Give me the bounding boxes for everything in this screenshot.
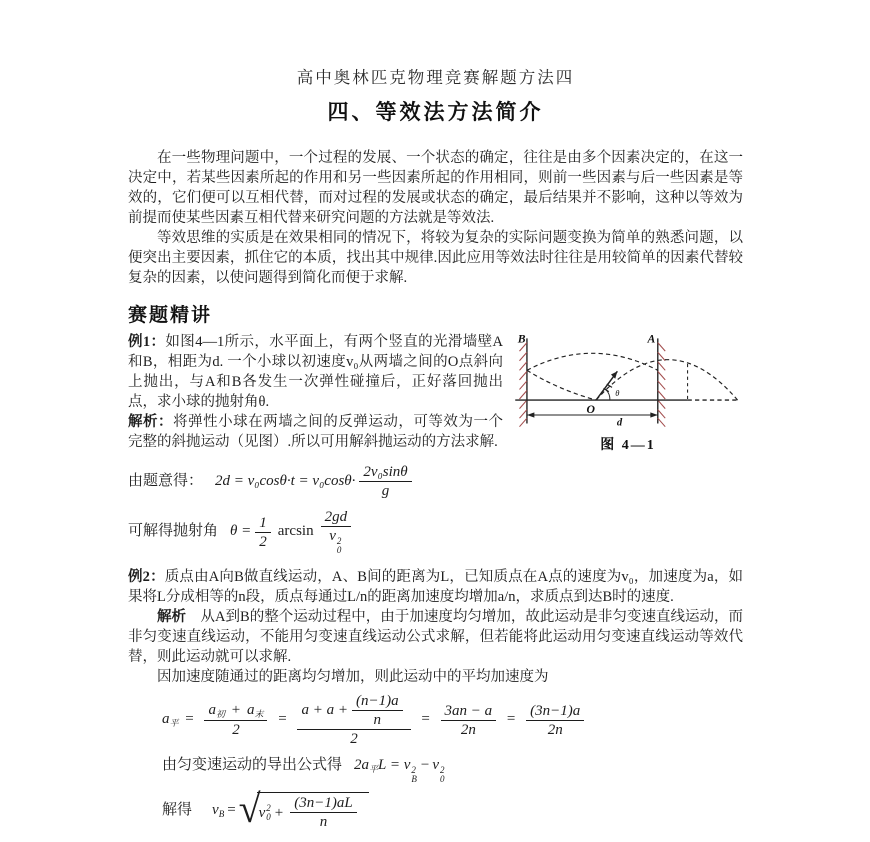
equation-result-lead: 解得 — [162, 802, 193, 819]
label-distance: d — [616, 417, 623, 429]
equation-angle — [128, 509, 743, 555]
arcsin-function: arcsin — [277, 523, 314, 540]
example-2-solution-label: 解析 — [157, 609, 187, 625]
nested-fraction — [352, 693, 403, 728]
equation-range-body: 2d = v₀cosθ·t = v₀cosθ· — [215, 472, 356, 489]
denominator: 2 — [259, 533, 267, 550]
wall-b-hatching — [519, 343, 526, 427]
example-2-solution-p1 — [128, 607, 743, 667]
figure-4-1 — [513, 332, 743, 456]
equation-range — [128, 464, 743, 499]
figure-4-1-diagram — [513, 332, 743, 432]
subscript: B — [411, 774, 417, 784]
numerator: 2gd — [321, 509, 352, 527]
velocity-base: v — [329, 528, 336, 544]
L-equals-v: L = v — [378, 757, 411, 773]
denominator: n — [319, 814, 328, 830]
example-2-label: 例2： — [128, 569, 165, 585]
a-avg-base: a — [162, 711, 170, 728]
document-title: 高中奥林匹克物理竞赛解题方法四 — [296, 68, 575, 87]
example-2-solution-text: 从A到B的整个运动过程中，由于加速度均匀增加，故此运动是非匀变速直线运动，而非匀变速直线运动，不能用匀变速直线运动公式求解，但若能将此运动用匀变速直线运动等效代替，则此运动就可以求解. — [128, 609, 744, 665]
descent-path — [527, 370, 596, 400]
dimension-arrowhead-left — [527, 412, 534, 417]
example-2-problem-text: 质点由A向B做直线运动，A、B间的距离为L，已知质点在A点的速度为v₀，加速度为a，如果将L分成相等的n段，质点每通过L/n的距离加速度均增加a/n，求质点到达B时的速度. — [128, 569, 744, 605]
numerator: (n−1)a — [352, 693, 403, 711]
example-2-problem — [128, 567, 743, 607]
intro-paragraph-1: 在一些物理问题中，一个过程的发展、一个状态的确定，往往是由多个因素决定的，在这一决定中，若某些因素所起的作用和另一些因素所起的作用相同，则前一些因素与后一些因素是等效的，它们便可以互相代替，而对过程的发展或状态的确定，最后结果并不影响，这种以等效为前提而使某些因素互相代替来研究问题的方法就是等效法. — [128, 150, 743, 226]
fraction-simplified — [441, 703, 497, 738]
equation-range-math — [215, 464, 416, 499]
v0-base: v — [258, 804, 266, 821]
a-initial-base: a — [208, 702, 216, 718]
bounce-arc — [527, 353, 658, 370]
equation-angle-math — [230, 509, 355, 555]
label-wall-b: B — [517, 332, 526, 346]
denominator: g — [381, 483, 390, 499]
label-origin: O — [586, 402, 595, 416]
denominator: 2 — [350, 731, 358, 747]
denominator: 2n — [460, 721, 476, 738]
equation-derived-lead: 由匀变速运动的导出公式得 — [162, 757, 343, 773]
document-subtitle: 四、等效法方法简介 — [327, 100, 544, 124]
minus: − — [420, 757, 430, 773]
numerator: 3an − a — [441, 703, 497, 721]
a-final-subscript: 末 — [254, 709, 264, 719]
dimension-arrowhead-right — [650, 412, 657, 417]
subscript: 0 — [336, 545, 342, 555]
superscript: 2 — [336, 536, 342, 546]
example-2-solution-p2: 因加速度随通过的距离均匀增加，则此运动中的平均加速度为 — [157, 669, 549, 685]
equation-angle-lhs: θ = — [230, 523, 252, 540]
numerator: 1 — [255, 515, 271, 533]
vB-sub-sup-stack — [411, 766, 417, 784]
equals: = — [185, 711, 194, 728]
a-avg-subscript: 平 — [169, 718, 179, 729]
example-1-solution-text: 将弹性小球在两墙之间的反弹运动，可等效为一个完整的斜抛运动（见图）.所以可用解斜抛运动的方法求解. — [128, 414, 503, 450]
numerator: 2v₀sinθ — [359, 464, 411, 482]
label-wall-a: A — [647, 332, 656, 346]
equals: = — [227, 802, 236, 819]
fraction-expanded — [297, 693, 410, 747]
sub-sup-stack — [337, 537, 342, 555]
plus: + — [231, 702, 241, 718]
vB-subscript: B — [218, 809, 225, 820]
equation-derived-math — [354, 757, 446, 784]
denominator: n — [373, 712, 382, 728]
fraction-initial-final — [204, 702, 267, 738]
superscript: 2 — [266, 802, 271, 813]
example-2 — [128, 567, 743, 830]
equation-result — [162, 786, 743, 831]
label-angle: θ — [615, 387, 620, 398]
intro-paragraph-2: 等效思维的实质是在效果相同的情况下，将较为复杂的实际问题变换为简单的熟悉问题，以便突出主要因素，抓住它的本质，找出其中规律.因此应用等效法时往往是用较简单的因素代替较复杂的因素，以使问题得到简化而便于求解. — [128, 230, 743, 286]
square-root — [238, 786, 369, 831]
fraction — [359, 464, 411, 499]
v0-base: v — [432, 757, 440, 773]
equation-average-math — [162, 693, 588, 747]
figure-caption: 图 4—1 — [600, 438, 656, 453]
equation-average-acceleration — [162, 693, 743, 747]
numerator — [297, 693, 410, 730]
denominator — [329, 527, 342, 555]
v0-sub-sup-stack — [266, 804, 271, 822]
fraction-under-root — [290, 795, 356, 830]
superscript: 2 — [411, 765, 416, 775]
fraction-arcsin-arg — [321, 509, 352, 555]
avg-subscript: 平 — [369, 764, 379, 774]
a-final-base: a — [246, 702, 255, 718]
numerator — [204, 702, 267, 721]
example-1 — [128, 332, 743, 555]
equals: = — [278, 711, 287, 728]
subscript: 0 — [440, 774, 445, 784]
numerator: (3n−1)a — [526, 703, 584, 721]
subscript: 0 — [266, 811, 271, 822]
fraction-half — [255, 515, 271, 550]
a-initial-subscript: 初 — [215, 709, 225, 719]
radical-sign: √ — [238, 786, 261, 831]
example-1-problem-text: 如图4—1所示，水平面上，有两个竖直的光滑墙壁A和B，相距为d. 一个小球以初速度v₀从两墙之间的O点斜向上抛出，与A和B各发生一次弹性碰撞后，正好落回抛出点，求小球的抛射角θ. — [128, 334, 503, 410]
fraction-final — [526, 703, 584, 738]
denominator: 2n — [547, 721, 563, 738]
denominator: 2 — [232, 722, 240, 738]
equation-derived-formula — [162, 755, 743, 784]
equation-result-math — [212, 786, 369, 831]
equation-angle-lead: 可解得抛射角 — [128, 523, 219, 540]
equals: = — [421, 711, 430, 728]
wall-a-hatching — [658, 343, 665, 427]
intro-section — [128, 148, 743, 288]
vB-base: v — [212, 802, 219, 819]
example-1-solution-label: 解析： — [128, 414, 174, 430]
section-heading: 赛题精讲 — [128, 305, 213, 326]
radicand — [257, 792, 369, 830]
v0-sub-sup-stack — [440, 766, 445, 784]
equation-range-lead: 由题意得： — [128, 472, 204, 489]
numerator: (3n−1)aL — [290, 795, 356, 813]
example-1-label: 例1： — [128, 334, 166, 350]
plus: + — [274, 804, 284, 821]
expanded-pre: a + a + — [301, 701, 348, 718]
superscript: 2 — [440, 765, 445, 775]
equals: = — [506, 711, 516, 728]
two-a: 2a — [354, 757, 370, 773]
